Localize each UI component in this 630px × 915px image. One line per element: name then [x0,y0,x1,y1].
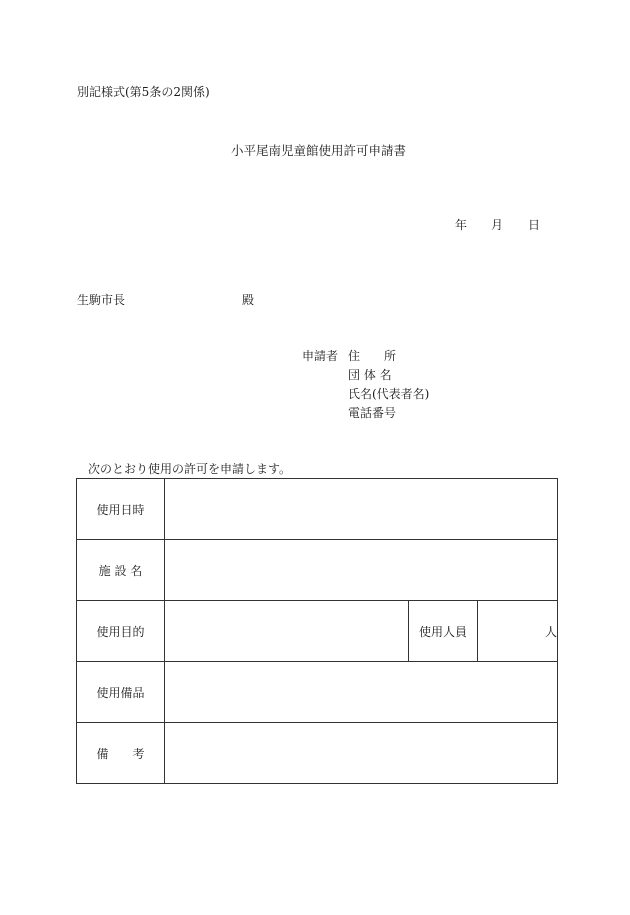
facility-field[interactable] [165,540,558,601]
recipient-honorific: 殿 [242,293,255,307]
table-row-purpose [77,601,558,662]
table-row-equipment [77,662,558,723]
purpose-field[interactable] [165,601,409,662]
table-row-usage-date [77,479,558,540]
application-table [76,478,558,784]
people-count-field[interactable] [478,601,558,662]
remarks-field[interactable] [165,723,558,784]
date-day-label: 日 [528,218,541,232]
applicant-label: 申請者 [302,349,339,363]
people-count-label: 使用人員 [409,601,478,662]
form-reference: 別記様式(第5条の2関係) [77,85,210,99]
equipment-field[interactable] [165,662,558,723]
usage-date-label: 使用日時 [77,479,165,540]
applicant-name-label: 氏名(代表者名) [348,387,430,401]
applicant-group-label: 団 体 名 [348,368,392,382]
intro-text: 次のとおり使用の許可を申請します。 [88,462,292,476]
table-row-remarks [77,723,558,784]
document-title: 小平尾南児童館使用許可申請書 [231,143,407,158]
remarks-label: 備 考 [77,723,165,784]
usage-date-field[interactable] [165,479,558,540]
recipient-name: 生駒市長 [77,293,126,307]
applicant-address-label: 住 所 [348,349,397,363]
people-unit: 人 [545,624,558,639]
equipment-label: 使用備品 [77,662,165,723]
applicant-phone-label: 電話番号 [348,406,397,420]
table-row-facility [77,540,558,601]
purpose-label: 使用目的 [77,601,165,662]
date-month-label: 月 [491,218,504,232]
date-year-label: 年 [455,218,468,232]
facility-label: 施 設 名 [77,540,165,601]
